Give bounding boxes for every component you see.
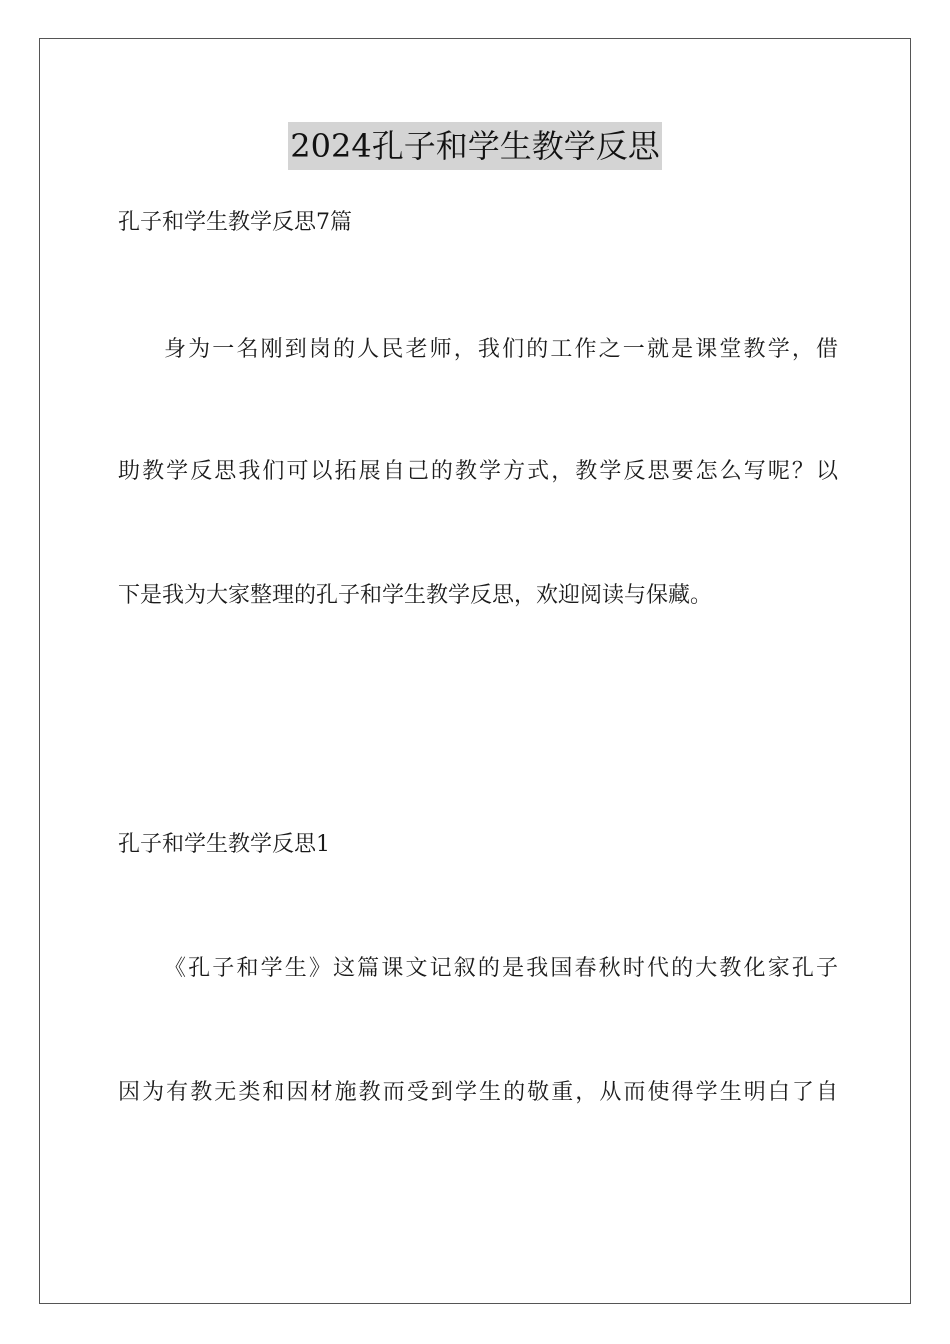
document-title: 2024孔子和学生教学反思 xyxy=(288,122,661,170)
title-container xyxy=(0,122,950,170)
section-paragraph-line-1: 《孔子和学生》这篇课文记叙的是我国春秋时代的大教化家孔子 xyxy=(164,956,838,981)
section-paragraph-line-2: 因为有教无类和因材施教而受到学生的敬重，从而使得学生明白了自 xyxy=(118,1080,838,1105)
document-subtitle: 孔子和学生教学反思7篇 xyxy=(118,210,352,235)
intro-paragraph-line-2: 助教学反思我们可以拓展自己的教学方式，教学反思要怎么写呢？以 xyxy=(118,459,838,484)
intro-paragraph-line-1: 身为一名刚到岗的人民老师，我们的工作之一就是课堂教学，借 xyxy=(164,337,838,362)
section-heading: 孔子和学生教学反思1 xyxy=(118,832,330,857)
intro-paragraph-line-3: 下是我为大家整理的孔子和学生教学反思，欢迎阅读与保藏。 xyxy=(118,583,713,608)
